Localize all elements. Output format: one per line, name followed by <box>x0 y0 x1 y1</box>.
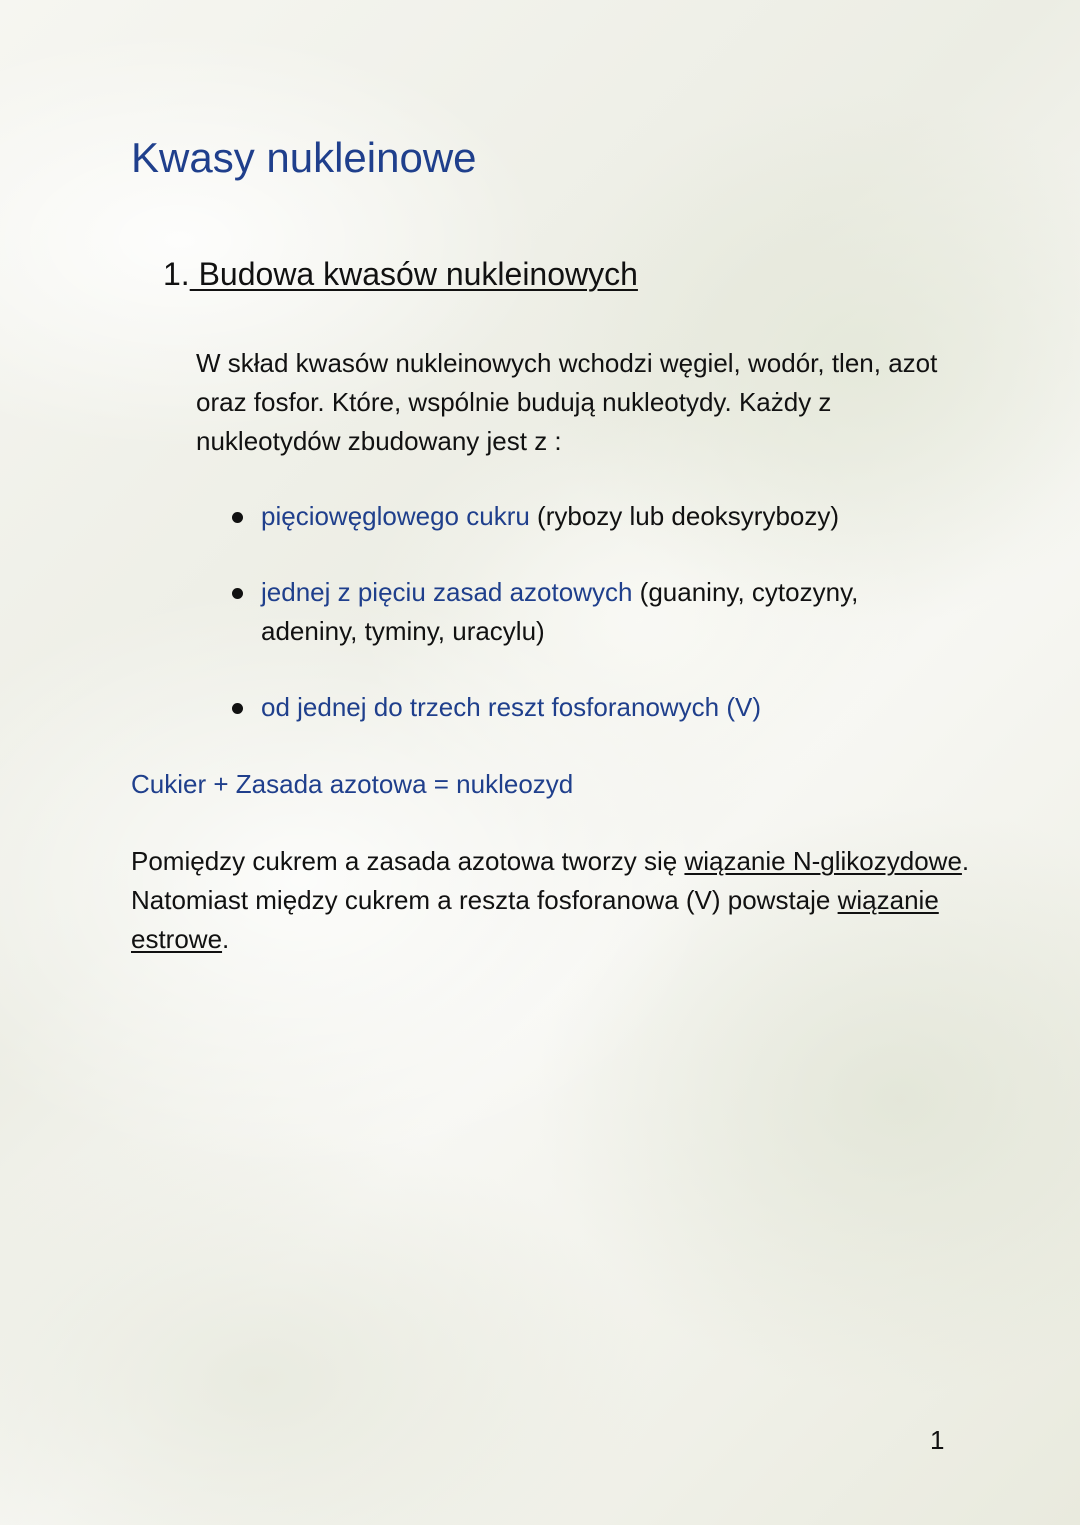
bonds-paragraph <box>131 842 971 959</box>
bonds-text-2: . Natomiast między cukrem a reszta fosforanowa (V) powstaje <box>131 846 970 915</box>
n-glycosidic-bond-term: wiązanie N-glikozydowe <box>684 846 962 876</box>
nucleoside-formula: Cukier + Zasada azotowa = nukleozyd <box>131 769 574 799</box>
bonds-text-3: . <box>222 924 230 954</box>
page-title: Kwasy nukleinowe <box>131 134 477 181</box>
list-item <box>196 688 956 727</box>
list-item-term: jednej z pięciu zasad azotowych <box>261 577 633 607</box>
list-item-term: od jednej do trzech reszt fosforanowych (V) <box>261 692 762 722</box>
bullet-icon <box>232 512 243 523</box>
bonds-text-1: Pomiędzy cukrem a zasada azotowa tworzy się <box>131 846 685 876</box>
list-item-detail: (rybozy lub deoksyrybozy) <box>529 501 840 531</box>
list-item-detail: (guaniny, cytozyny, adeniny, tyminy, uracylu) <box>261 577 859 646</box>
nucleotide-components-list <box>196 497 956 764</box>
page-number: 1 <box>930 1425 945 1455</box>
bullet-icon <box>232 703 243 714</box>
list-item-term: pięciowęglowego cukru <box>261 501 530 531</box>
bullet-icon <box>232 588 243 599</box>
intro-paragraph: W skład kwasów nukleinowych wchodzi węgiel, wodór, tlen, azot oraz fosfor. Które, wspólnie budują nukleotydy. Każdy z nukleotydów zbudowany jest z : <box>196 348 938 456</box>
section-heading-text: Budowa kwasów nukleinowych <box>189 256 638 292</box>
list-item <box>196 497 956 536</box>
section-heading <box>163 254 638 294</box>
section-number: 1. <box>163 256 190 292</box>
ester-bond-term: wiązanie estrowe <box>131 885 939 954</box>
list-item <box>196 573 956 651</box>
